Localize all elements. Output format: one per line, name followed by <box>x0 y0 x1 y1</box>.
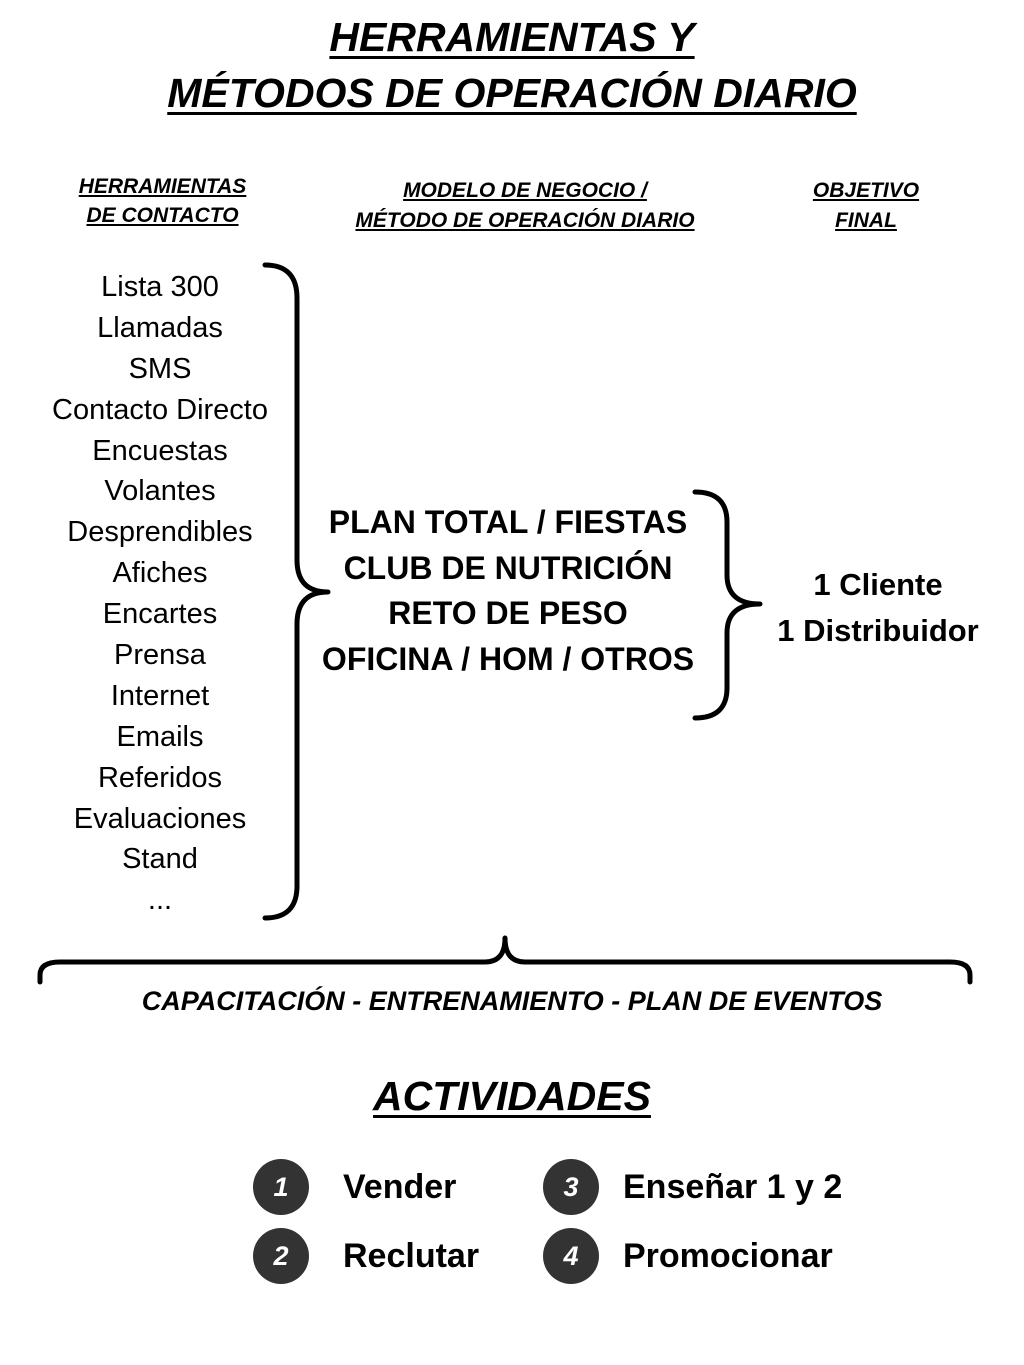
method-item: RETO DE PESO <box>388 595 628 631</box>
activity-number-badge: 4 <box>543 1228 599 1284</box>
activity-label: Vender <box>343 1168 457 1206</box>
activity-number-badge: 1 <box>253 1159 309 1215</box>
title-line-1: HERRAMIENTAS Y <box>329 14 695 60</box>
contact-tool-item: Llamadas <box>97 311 223 344</box>
method-item: PLAN TOTAL / FIESTAS <box>328 504 688 540</box>
header-final-goal-line2: FINAL <box>835 209 897 232</box>
activity-number-badge: 2 <box>253 1228 309 1284</box>
contact-tool-item: Contacto Directo <box>52 393 268 426</box>
activity-label: Enseñar 1 y 2 <box>623 1168 843 1206</box>
header-contact-tools-line2: DE CONTACTO <box>86 204 239 227</box>
training-brace <box>40 938 970 982</box>
activity-number-badge: 3 <box>543 1159 599 1215</box>
contact-tool-item: ... <box>147 884 173 917</box>
contact-tool-item: Desprendibles <box>67 516 253 549</box>
activity-label: Promocionar <box>623 1237 833 1275</box>
header-business-model-line1: MODELO DE NEGOCIO / <box>403 179 647 202</box>
activities-title: ACTIVIDADES <box>373 1073 651 1119</box>
method-item: CLUB DE NUTRICIÓN <box>343 549 673 586</box>
contact-tool-item: Encuestas <box>92 434 228 467</box>
contact-tool-item: Emails <box>116 720 204 753</box>
goal-item: 1 Distribuidor <box>777 613 979 648</box>
contact-tool-item: Lista 300 <box>101 271 219 303</box>
activity-label: Reclutar <box>343 1237 480 1275</box>
title-line-2: MÉTODOS DE OPERACIÓN DIARIO <box>167 70 857 116</box>
training-text: CAPACITACIÓN - ENTRENAMIENTO - PLAN DE EVENTOS <box>141 986 883 1016</box>
header-final-goal-line1: OBJETIVO <box>812 179 920 202</box>
contact-tool-item: Evaluaciones <box>73 802 247 835</box>
goal-item: 1 Cliente <box>813 567 943 602</box>
contact-tool-item: Prensa <box>114 639 206 672</box>
contact-tool-item: SMS <box>128 352 192 385</box>
contact-tool-item: Stand <box>122 843 198 876</box>
methods-list <box>300 500 716 682</box>
contact-tool-item: Afiches <box>112 557 208 590</box>
method-item: OFICINA / HOM / OTROS <box>321 640 695 677</box>
contact-tool-item: Encartes <box>102 598 218 631</box>
contact-tool-item: Volantes <box>104 475 216 508</box>
header-contact-tools-line1: HERRAMIENTAS <box>78 175 247 198</box>
goals-list <box>760 562 996 654</box>
header-business-model-line2: MÉTODO DE OPERACIÓN DIARIO <box>355 209 695 232</box>
contact-tool-item: Internet <box>110 679 210 712</box>
contact-tool-item: Referidos <box>97 761 223 794</box>
